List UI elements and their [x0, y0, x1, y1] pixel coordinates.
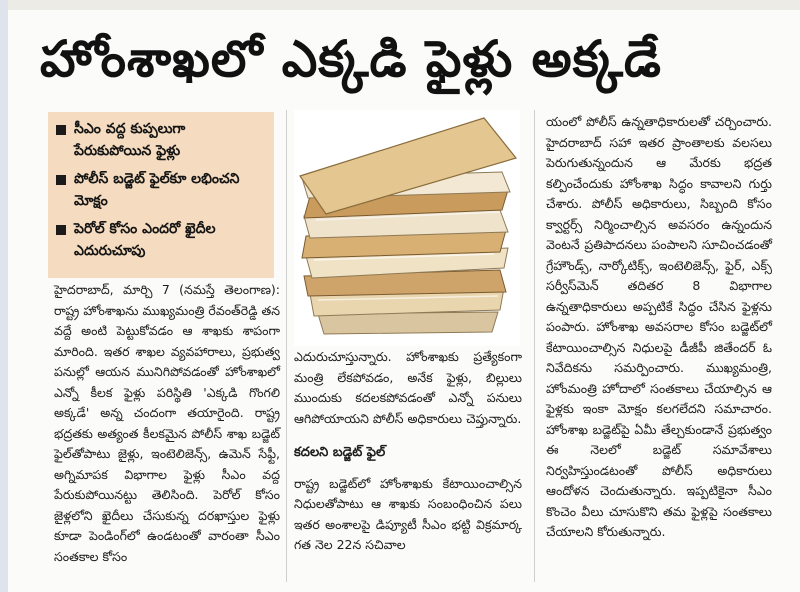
highlights-box: [48, 112, 274, 278]
article-column-3: [546, 112, 772, 543]
highlight-text: సీఎం వద్ద కుప్పలుగా పేరుకుపోయిన ఫైళ్లు: [74, 121, 186, 159]
highlight-item: [56, 218, 266, 262]
highlight-item: [56, 168, 266, 212]
left-margin: [0, 0, 8, 592]
bullet-icon: [56, 175, 66, 185]
section-subheading: కదలని బడ్జెట్ ఫైల్: [294, 445, 386, 460]
bullet-icon: [56, 125, 66, 135]
bullet-icon: [56, 225, 66, 235]
highlight-text: పోలీస్ బడ్జెట్ ఫైల్‌కూ లభించని మోక్షం: [74, 171, 240, 209]
stack-of-files-icon: [294, 110, 520, 346]
headline: హోంశాఖలో ఎక్కడి ఫైళ్లు అక్కడే: [40, 30, 662, 88]
paragraph: రాష్ట్ర బడ్జెట్‌లో హోంశాఖకు కేటాయించాల్సిన నిధులతోపాటు ఆ శాఖకు సంబంధించిన పలు ఇతర అంశాలపై డిప్యూటీ సీఎం భట్టి విక్రమార్క గత నెల 22న సచివాల: [294, 475, 522, 552]
highlight-text: పెరోల్ కోసం ఎందరో ఖైదీల ఎదురుచూపు: [74, 221, 216, 259]
paragraph: ఎదురుచూస్తున్నారు. హోంశాఖకు ప్రత్యేకంగా మంత్రి లేకపోవడం, అనేక ఫైళ్లు, బిల్లులు ముందుకు కదలకపోవడంతో ఎన్నో పనులు ఆగిపోయాయని పోలీస్ అధికారులు చెప్తున్నారు.: [294, 349, 522, 426]
article-column-1: [54, 280, 280, 567]
top-margin: [0, 0, 800, 10]
highlight-item: [56, 118, 266, 162]
paragraph: హైదరాబాద్, మార్చి 7 (నమస్తే తెలంగాణ): రాష్ట్ర హోంశాఖను ముఖ్యమంత్రి రేవంత్‌రెడ్డి తన వద్దే అంటి పెట్టుకోవడం ఆ శాఖకు శాపంగా మారింది. ఇతర శాఖల వ్యవహారాలు, ప్రభుత్వ పనుల్లో ఆయన మునిగిపోవడంతో హోంశాఖలో ఎన్నో కీలక ఫైళ్లు పరిస్థితి 'ఎక్కడి గొంగలి అక్కడే' అన్న చందంగా తయారైంది. రాష్ట్ర భద్రతకు అత్యంత కీలకమైన పోలీస్ శాఖ బడ్జెట్ ఫైల్‌తోపాటు జైళ్లు, ఇంటెలిజెన్స్, ఉమెన్ సేఫ్టీ, అగ్నిమాపక విభాగాల ఫైళ్లు సీఎం వద్ద పేరుకుపోయినట్టు తెలిసింది. పెరోల్ కోసం జైళ్లలోని ఖైదీలు చేసుకున్న దరఖాస్తుల ఫైళ్లు కూడా పెండింగ్‌లో ఉండటంతో వారంతా సీఎం సంతకాల కోసం: [54, 282, 280, 564]
article-column-2: [294, 347, 522, 556]
paragraph: యంలో పోలీస్ ఉన్నతాధికారులతో చర్చించారు. హైదరాబాద్ సహా ఇతర ప్రాంతాలకు వలసలు పెరుగుతున్నందున ఆ మేరకు భద్రత కల్పించేందుకు హోంశాఖ సిద్ధం కావాలని గుర్తు చేశారు. పోలీస్ అధికారులు, సిబ్బంది కోసం క్వార్టర్స్ నిర్మించాల్సిన అవసరం ఉన్నందున వెంటనే ప్రతిపాదనలు పంపాలని సూచించడంతో గ్రేహౌండ్స్, నార్కోటిక్స్, ఇంటెలిజెన్స్, ఫైర్, ఎక్స్ సర్వీస్‌మెన్ తదితర 8 విభాగాల ఉన్నతాధికారులు అప్పటికే సిద్ధం చేసిన ఫైళ్లను పంపారు. హోంశాఖ అవసరాల కోసం బడ్జెట్‌లో కేటాయించాల్సిన నిధులపై డీజీపీ జితేందర్ ఓ నివేదికను సమర్పించారు. ముఖ్యమంత్రి, హోంమంత్రి హోదాలో సంతకాలు చేయాల్సిన ఆ ఫైళ్లకు ఇంకా మోక్షం కలగలేదని సమాచారం. హోంశాఖ బడ్జెట్‌పై ఏమీ తేల్చకుండానే ప్రభుత్వం ఈ నెలలో బడ్జెట్ సమావేశాలు నిర్వహిస్తుండటంతో పోలీస్ అధికారులు ఆందోళన చెందుతున్నారు. ఇప్పటికైనా సీఎం కొంచెం వీలు చూసుకొని తమ ఫైళ్లపై సంతకాలు చేయాలని కోరుతున్నారు.: [546, 114, 772, 539]
column-divider: [534, 110, 535, 582]
column-divider: [286, 110, 287, 582]
